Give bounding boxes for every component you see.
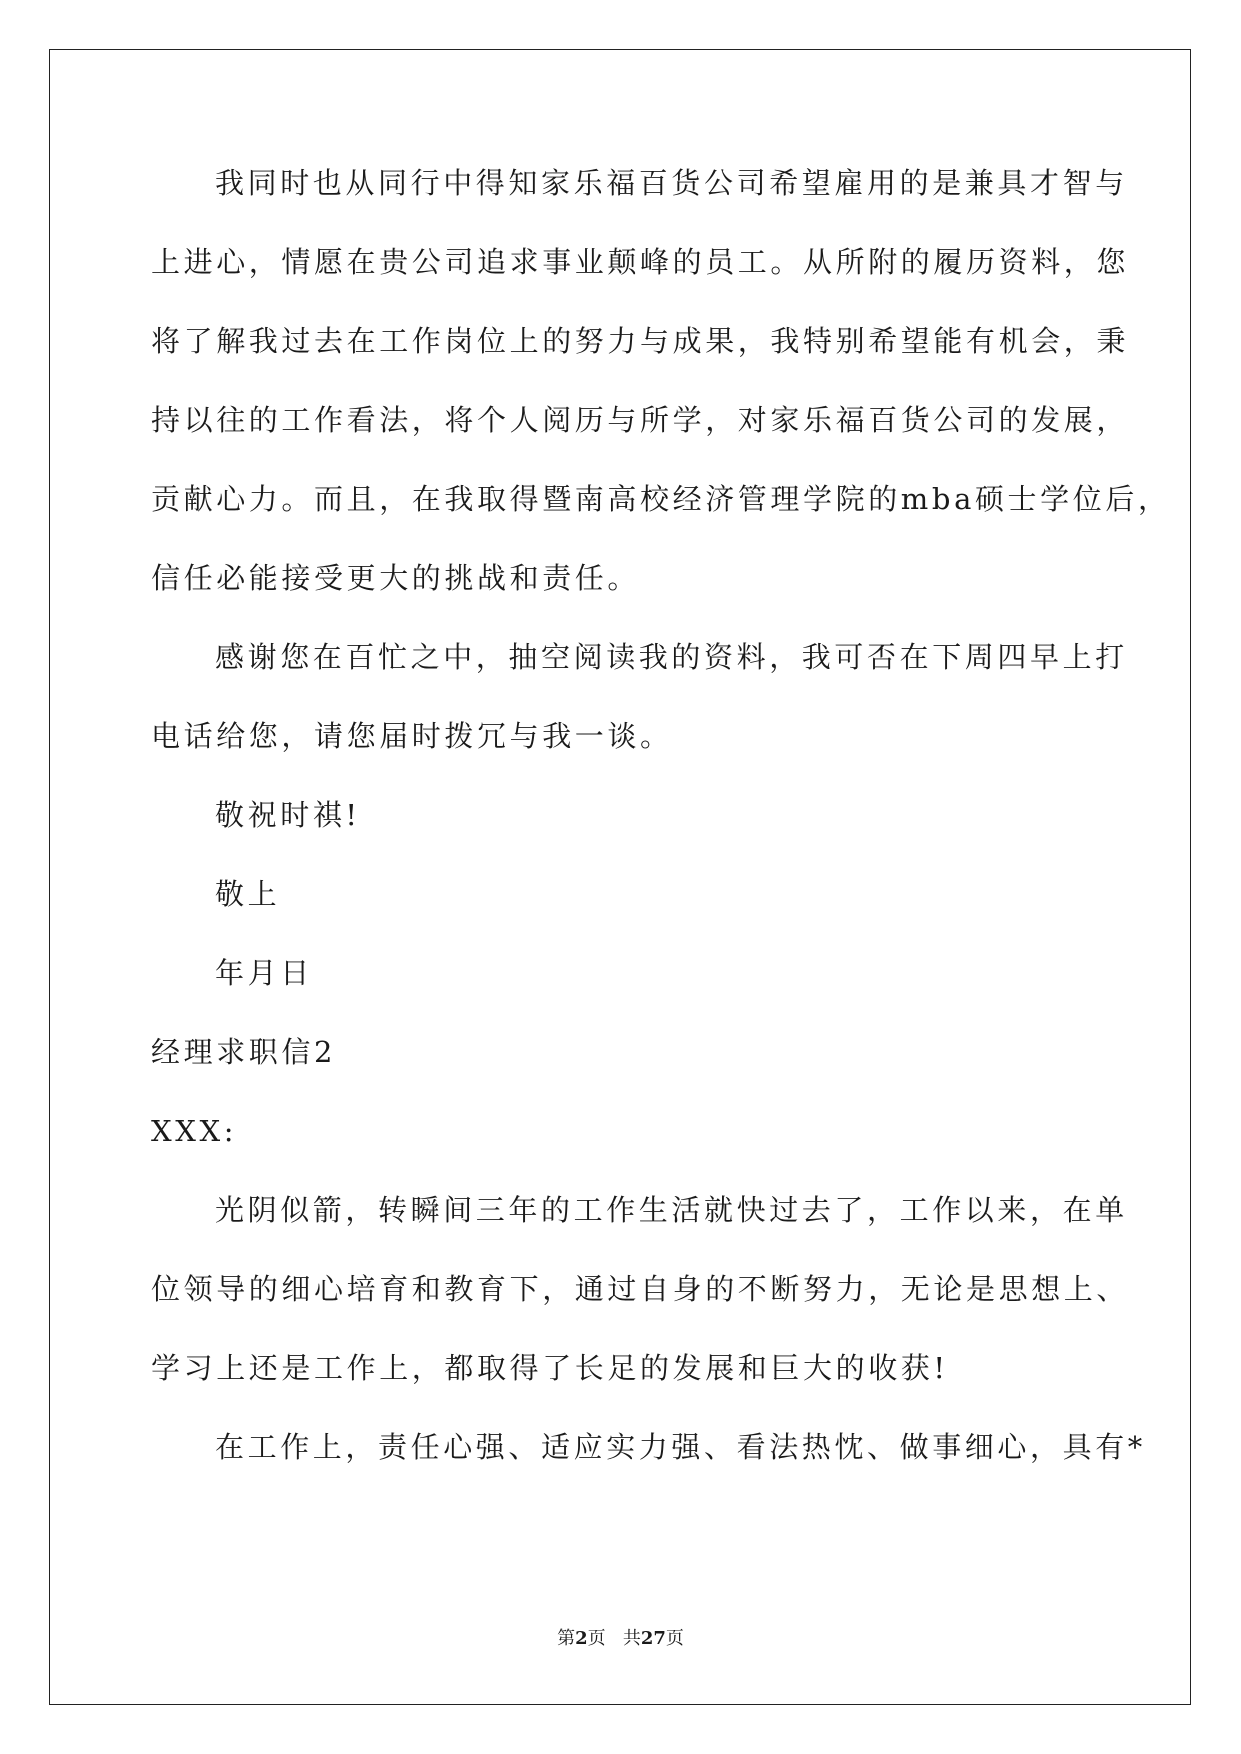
page-unit: 页 [587, 1628, 606, 1649]
paragraph-line: 信任必能接受更大的挑战和责任。 [151, 561, 641, 595]
paragraph-line: 电话给您，请您届时拨冗与我一谈。 [151, 719, 673, 753]
section-heading: 经理求职信2 [151, 1035, 337, 1069]
page-footer [0, 1627, 1241, 1651]
closing-signoff: 敬上 [215, 877, 281, 911]
total-prefix: 共 [622, 1628, 641, 1649]
page-prefix: 第 [557, 1628, 576, 1649]
page-current: 2 [575, 1628, 588, 1649]
total-unit: 页 [665, 1628, 684, 1649]
paragraph-line: 在工作上，责任心强、适应实力强、看法热忱、做事细心，具有* [215, 1430, 1146, 1464]
paragraph-line: 感谢您在百忙之中，抽空阅读我的资料，我可否在下周四早上打 [215, 640, 1128, 674]
closing-greeting: 敬祝时祺! [215, 798, 361, 832]
paragraph-line: 学习上还是工作上，都取得了长足的发展和巨大的收获! [151, 1351, 949, 1385]
paragraph-line: 位领导的细心培育和教育下，通过自身的不断努力，无论是思想上、 [151, 1272, 1130, 1306]
paragraph-line: 上进心，情愿在贵公司追求事业颠峰的员工。从所附的履历资料，您 [151, 245, 1130, 279]
salutation: XXX: [151, 1114, 238, 1148]
paragraph-line: 持以往的工作看法，将个人阅历与所学，对家乐福百货公司的发展， [151, 403, 1130, 437]
paragraph-line: 我同时也从同行中得知家乐福百货公司希望雇用的是兼具才智与 [215, 166, 1128, 200]
paragraph-line: 贡献心力。而且，在我取得暨南高校经济管理学院的mba硕士学位后， [151, 482, 1171, 516]
paragraph-line: 将了解我过去在工作岗位上的努力与成果，我特别希望能有机会，秉 [151, 324, 1130, 358]
page-total: 27 [640, 1628, 666, 1649]
closing-date: 年月日 [215, 956, 313, 990]
paragraph-line: 光阴似箭，转瞬间三年的工作生活就快过去了，工作以来，在单 [215, 1193, 1128, 1227]
